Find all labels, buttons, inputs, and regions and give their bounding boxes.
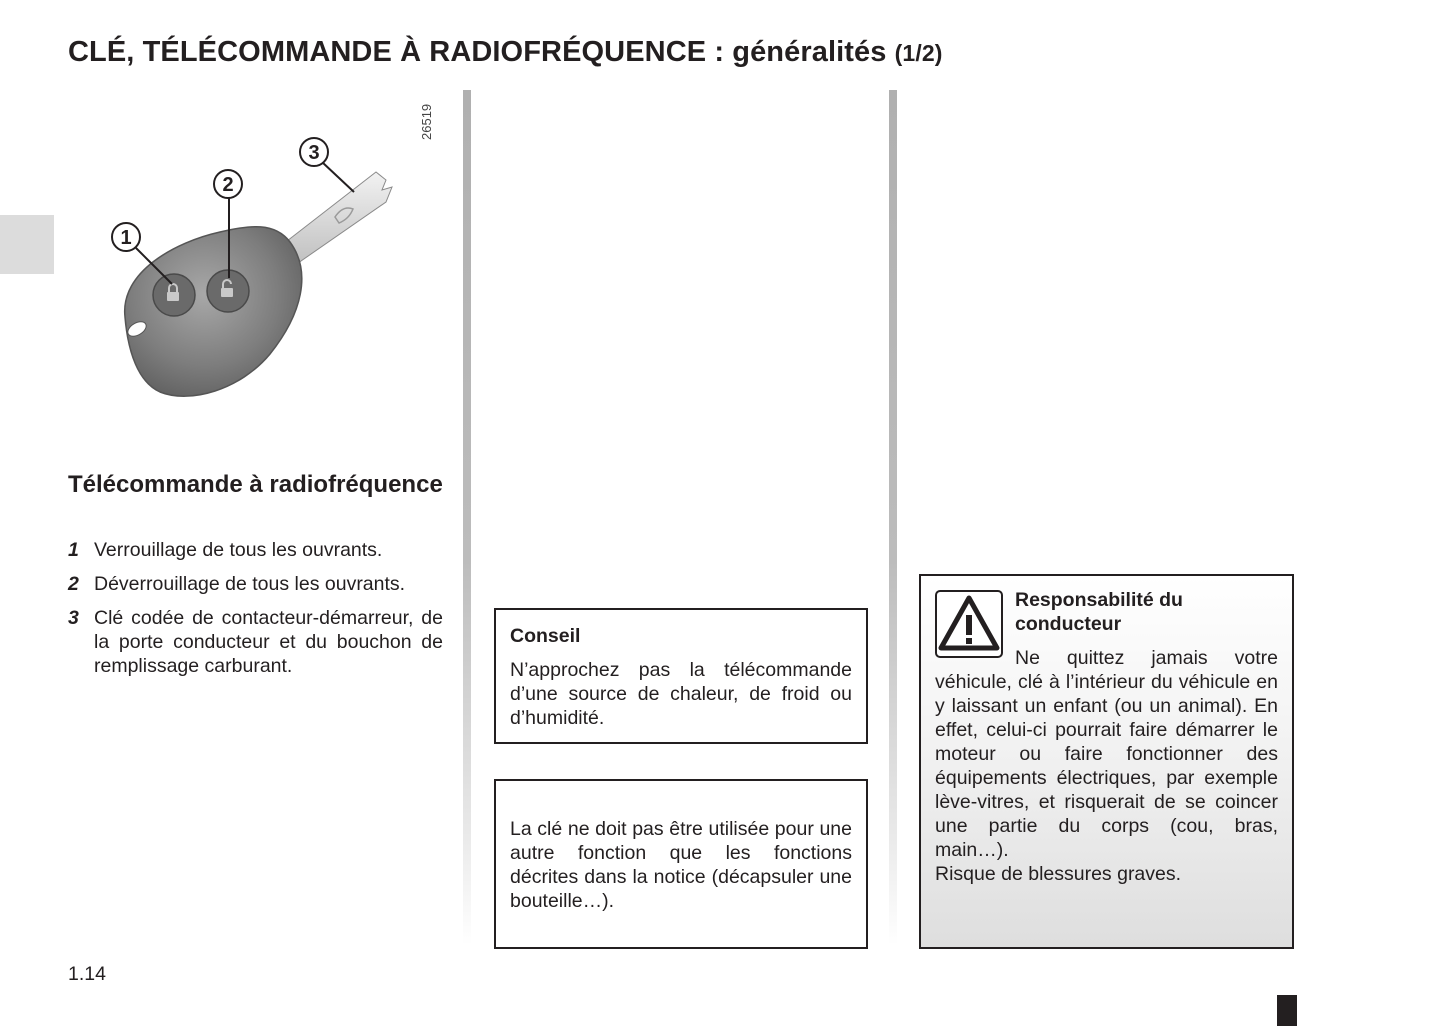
page-title: [68, 36, 942, 69]
lock-button: [153, 274, 195, 316]
warning-text-conclusion: Risque de blessures graves.: [935, 863, 1182, 885]
list-item-number: 2: [68, 573, 79, 595]
svg-text:1: 1: [120, 227, 132, 249]
list-item-number: 3: [68, 607, 79, 629]
warning-text: Ne quittez jamais votre véhicule, clé à l’intérieur du véhicule en y laissant un enfant (ou un animal). En effet, celui-ci pourrait faire démarrer le moteur ou faire fonctionner des équipements électriques, par exemple lève-vitres, et risquerait de se coincer une partie du corps (cou, bras, main…).: [935, 647, 1278, 861]
column-divider-right: [889, 90, 897, 945]
advice-box: [494, 608, 868, 744]
list-item: [68, 538, 443, 562]
key-usage-note-box: [494, 779, 868, 949]
driver-responsibility-warning-box: [919, 574, 1294, 949]
page-edge-marker: [1277, 995, 1297, 1026]
page-title-main: CLÉ, TÉLÉCOMMANDE À RADIOFRÉQUENCE : généralités: [68, 36, 887, 68]
list-item: [68, 572, 443, 596]
car-key-remote-illustration: [80, 92, 450, 412]
section-title: Télécommande à radiofréquence: [68, 471, 443, 498]
svg-text:2: 2: [222, 174, 234, 196]
remote-functions-list: [68, 538, 443, 688]
page-number: 1.14: [68, 963, 106, 985]
list-item-text: Déverrouillage de tous les ouvrants.: [94, 573, 406, 595]
column-divider-left: [463, 90, 471, 945]
list-item: [68, 606, 443, 678]
advice-text: N’approchez pas la télécommande d’une source de chaleur, de froid ou d’humidité.: [510, 659, 852, 729]
warning-heading: Responsabilité du conducteur: [1015, 589, 1183, 635]
warning-triangle-icon: [935, 590, 1003, 658]
callout-3: [300, 138, 328, 166]
list-item-number: 1: [68, 539, 79, 561]
advice-heading: Conseil: [510, 625, 581, 647]
callout-1: [112, 223, 140, 251]
list-item-text: Clé codée de contacteur-démarreur, de la porte conducteur et du bouchon de remplissage carburant.: [94, 607, 443, 677]
page-title-suffix: (1/2): [894, 40, 943, 66]
chapter-tab: [0, 215, 54, 274]
figure-reference-number: 26519: [419, 103, 434, 140]
callout-2: [214, 170, 242, 198]
svg-text:3: 3: [308, 142, 320, 164]
key-usage-note-text: La clé ne doit pas être utilisée pour une autre fonction que les fonctions décrites dans la notice (décapsuler une bouteille…).: [510, 818, 852, 912]
key-fob-body: [125, 227, 302, 397]
list-item-text: Verrouillage de tous les ouvrants.: [94, 539, 383, 561]
